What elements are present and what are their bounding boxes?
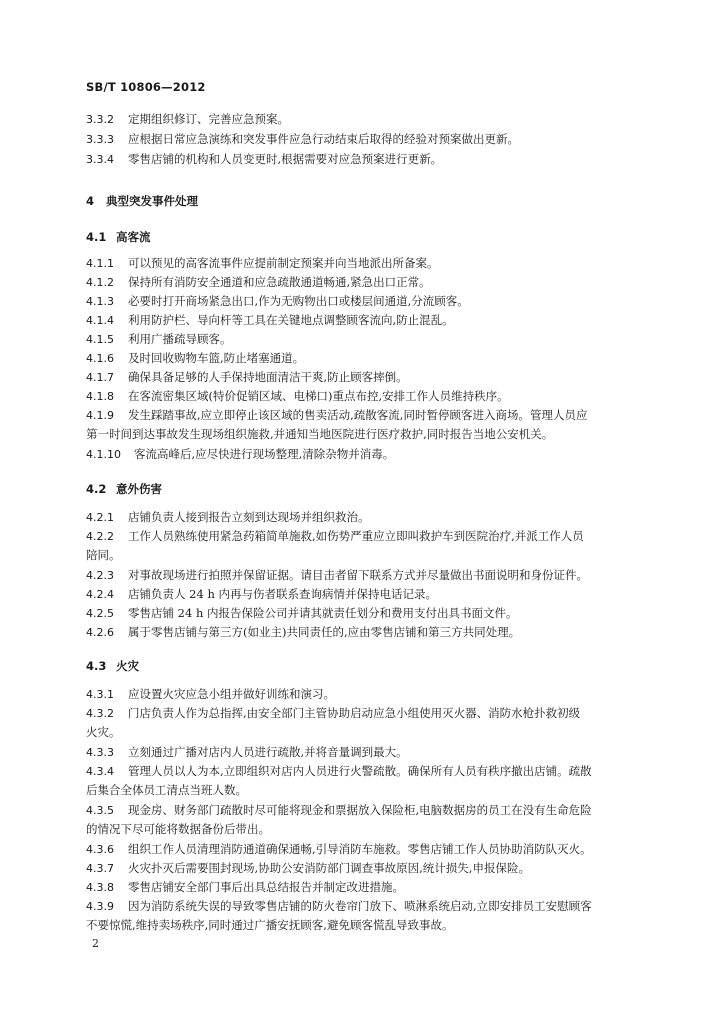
clause-4-1-2: 4.1.2 保持所有消防安全通道和应急疏散通道畅通,紧急出口正常。 bbox=[86, 275, 431, 289]
clause-3-3-3: 3.3.3 应根据日常应急演练和突发事件应急行动结束后取得的经验对预案做出更新。 bbox=[86, 132, 519, 146]
clause-4-1-1: 4.1.1 可以预见的高客流事件应提前制定预案并向当地派出所备案。 bbox=[86, 256, 439, 270]
clause-4-1-10: 4.1.10 客流高峰后,应尽快进行现场整理,清除杂物并消毒。 bbox=[86, 447, 395, 461]
page-number: 2 bbox=[92, 937, 99, 950]
clause-4-3-5: 4.3.5 现金房、财务部门疏散时尽可能将现金和票据放入保险柜,电脑数据房的员工在没有生命危险 bbox=[86, 803, 592, 817]
clause-4-2-2: 4.2.2 工作人员熟练使用紧急药箱简单施救,如伤势严重应立即叫救护车到医院治疗,并派工作人员 bbox=[86, 529, 584, 543]
clause-4-2-1: 4.2.1 店铺负责人接到报告立刻到达现场并组织救治。 bbox=[86, 510, 370, 524]
clause-4-1-7: 4.1.7 确保具备足够的人手保持地面清洁干爽,防止顾客摔倒。 bbox=[86, 370, 408, 384]
clause-4-3-3: 4.3.3 立刻通过广播对店内人员进行疏散,并将音量调到最大。 bbox=[86, 745, 408, 759]
section-4-heading: 4 典型突发事件处理 bbox=[86, 194, 198, 208]
clause-4-1-6: 4.1.6 及时回收购物车篮,防止堵塞通道。 bbox=[86, 351, 305, 365]
clause-4-3-5-cont: 的情况下尽可能将数据备份后带出。 bbox=[86, 822, 270, 836]
clause-4-1-4: 4.1.4 利用防护栏、导向杆等工具在关键地点调整顾客流向,防止混乱。 bbox=[86, 313, 454, 327]
clause-4-3-7: 4.3.7 火灾扑灭后需要围封现场,协助公安消防部门调查事故原因,统计损失,申报保险。 bbox=[86, 861, 530, 875]
clause-4-2-2-cont: 陪同。 bbox=[86, 548, 121, 562]
clause-4-3-1: 4.3.1 应设置火灾应急小组并做好训练和演习。 bbox=[86, 687, 335, 701]
clause-4-3-2-cont: 火灾。 bbox=[86, 725, 121, 739]
clause-4-3-2: 4.3.2 门店负责人作为总指挥,由安全部门主管协助启动应急小组使用灭火器、消防水枪扑救初级 bbox=[86, 706, 581, 720]
clause-4-1-8: 4.1.8 在客流密集区域(特价促销区域、电梯口)重点布控,安排工作人员维持秩序。 bbox=[86, 389, 509, 403]
clause-3-3-4: 3.3.4 零售店铺的机构和人员变更时,根据需要对应急预案进行更新。 bbox=[86, 152, 443, 166]
clause-4-1-5: 4.1.5 利用广播疏导顾客。 bbox=[86, 332, 232, 346]
section-4-2-heading: 4.2 意外伤害 bbox=[86, 482, 162, 496]
clause-4-2-5: 4.2.5 零售店铺 24 h 内报告保险公司并请其就责任划分和费用支付出具书面文件。 bbox=[86, 606, 518, 620]
section-4-3-heading: 4.3 火灾 bbox=[86, 659, 139, 673]
clause-4-3-4-cont: 后集合全体员工清点当班人数。 bbox=[86, 783, 247, 797]
clause-4-2-4: 4.2.4 店铺负责人 24 h 内再与伤者联系查询病情并保持电话记录。 bbox=[86, 587, 438, 601]
clause-4-3-6: 4.3.6 组织工作人员清理消防通道确保通畅,引导消防车施救。零售店铺工作人员协助消防队灭火。 bbox=[86, 842, 592, 856]
standard-code: SB/T 10806—2012 bbox=[86, 80, 206, 94]
clause-4-1-9-cont: 第一时间到达事故发生现场组织施救,并通知当地医院进行医疗救护,同时报告当地公安机关。 bbox=[86, 427, 554, 441]
clause-4-3-9: 4.3.9 因为消防系统失误的导致零售店铺的防火卷帘门放下、喷淋系统启动,立即安排员工安慰顾客 bbox=[86, 899, 592, 913]
clause-4-3-4: 4.3.4 管理人员以人为本,立即组织对店内人员进行火警疏散。确保所有人员有秩序撤出店铺。疏散 bbox=[86, 764, 592, 778]
clause-4-1-9: 4.1.9 发生踩踏事故,应立即停止该区域的售卖活动,疏散客流,同时暂停顾客进入商场。管理人员应 bbox=[86, 408, 588, 422]
clause-3-3-2: 3.3.2 定期组织修订、完善应急预案。 bbox=[86, 112, 289, 126]
clause-4-3-8: 4.3.8 零售店铺安全部门事后出具总结报告并制定改进措施。 bbox=[86, 880, 404, 894]
clause-4-2-3: 4.2.3 对事故现场进行拍照并保留证据。请目击者留下联系方式并尽量做出书面说明和身份证件。 bbox=[86, 568, 588, 582]
clause-4-3-9-cont: 不要惊慌,维持卖场秩序,同时通过广播安抚顾客,避免顾客慌乱导致事故。 bbox=[86, 918, 454, 932]
clause-4-1-3: 4.1.3 必要时打开商场紧急出口,作为无购物出口或楼层间通道,分流顾客。 bbox=[86, 294, 469, 308]
section-4-1-heading: 4.1 高客流 bbox=[86, 230, 151, 244]
clause-4-2-6: 4.2.6 属于零售店铺与第三方(如业主)共同责任的,应由零售店铺和第三方共同处理。 bbox=[86, 625, 521, 639]
